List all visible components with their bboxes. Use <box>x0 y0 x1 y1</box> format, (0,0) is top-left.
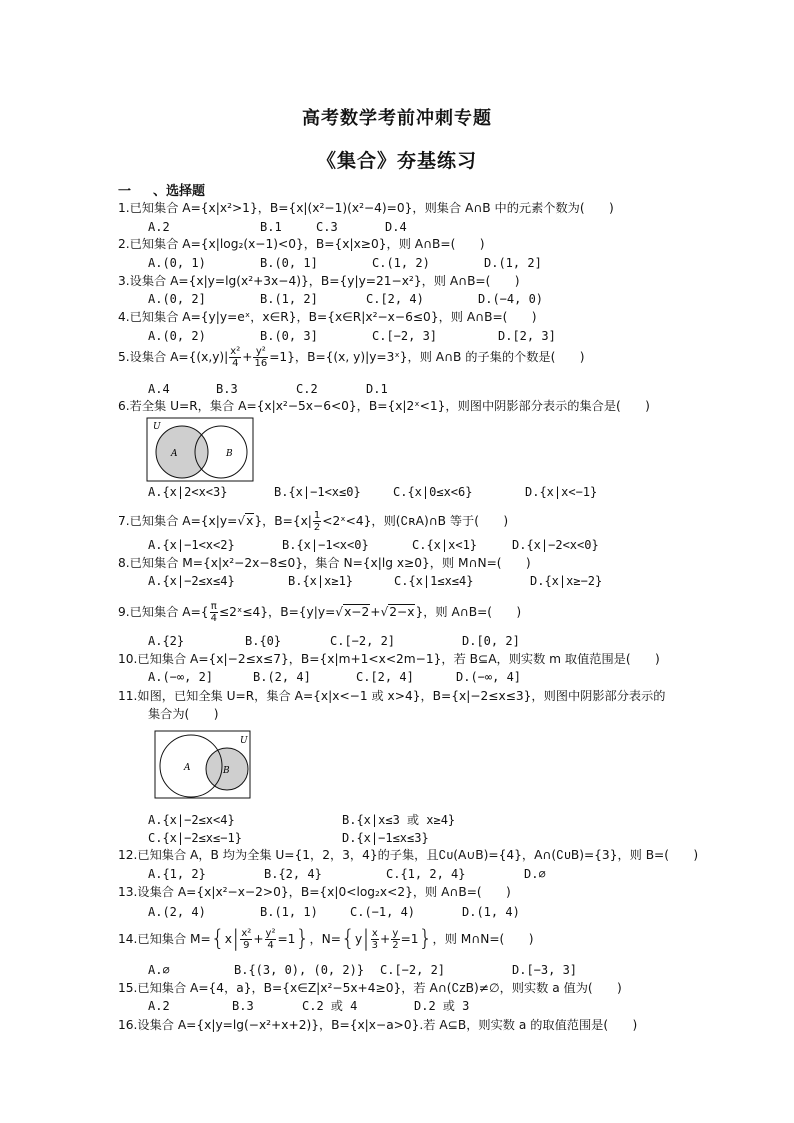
question-13: 13.设集合 A={x|x²−x−2>0}，B={x|0<log₂x<2}，则 A∩B=( ) <box>118 885 511 899</box>
q2-option-a: A.(0, 1) <box>148 256 206 270</box>
q3-option-a: A.(0, 2] <box>148 292 206 306</box>
q7-fraction <box>313 510 321 533</box>
q14-f1-num: x² <box>241 928 252 939</box>
q6-label-a: A <box>171 449 178 459</box>
question-16: 16.设集合 A={x|y=lg(−x²+x+2)}，B={x|x−a>0}.若 A⊆B，则实数 a 的取值范围是( ) <box>118 1018 638 1032</box>
q9-mid: ≤2ˣ≤4}，B={y|y= <box>218 605 336 619</box>
q7-sqrt-arg: x <box>246 514 254 528</box>
q5-option-d: D.1 <box>366 382 388 396</box>
section-heading <box>118 180 205 199</box>
q14-f3-num: x <box>371 928 378 939</box>
q14-option-a: A.∅ <box>148 963 170 977</box>
q15-option-b: B.3 <box>232 999 254 1013</box>
q14-f2-num: y² <box>265 928 276 939</box>
q5-option-c: C.2 <box>296 382 318 396</box>
q9-suffix: }，则 A∩B=( ) <box>415 605 522 619</box>
q12-option-d: D.∅ <box>524 867 546 881</box>
q5-option-a: A.4 <box>148 382 170 396</box>
q10-option-a: A.(−∞, 2] <box>148 670 214 684</box>
question-5 <box>118 346 585 369</box>
q5-fraction-y <box>253 346 268 369</box>
q1-option-c: C.3 <box>316 220 338 234</box>
q6-option-d: D.{x|x<−1} <box>525 485 598 499</box>
q11-label-u: U <box>240 736 248 746</box>
q9-option-a: A.{2} <box>148 634 185 648</box>
q7-suffix: <2ˣ<4}，则(∁ʀA)∩B 等于( ) <box>322 514 509 528</box>
q6-option-a: A.{x|2<x<3} <box>148 485 228 499</box>
q4-option-c: C.[−2, 3] <box>372 329 438 343</box>
q9-sqrt-arg-1: x−2 <box>344 605 370 619</box>
q3-option-c: C.[2, 4) <box>366 292 424 306</box>
q14-suffix: ，则 M∩N=( ) <box>432 932 534 946</box>
q8-option-a: A.{x|−2≤x≤4} <box>148 574 235 588</box>
q15-option-a: A.2 <box>148 999 170 1013</box>
q10-option-d: D.(−∞, 4] <box>456 670 522 684</box>
q9-option-c: C.[−2, 2] <box>330 634 396 648</box>
q10-option-b: B.(2, 4] <box>253 670 311 684</box>
q13-option-b: B.(1, 1) <box>260 905 318 919</box>
q9-option-b: B.{0} <box>245 634 282 648</box>
q13-option-d: D.(1, 4) <box>462 905 520 919</box>
q6-venn-diagram <box>146 417 256 483</box>
q11-venn-diagram <box>154 730 252 800</box>
q7-frac-den: 2 <box>313 522 321 533</box>
q11-option-b: B.{x|x≤3 或 x≥4} <box>342 813 456 827</box>
q3-option-b: B.(1, 2] <box>260 292 318 306</box>
q13-option-c: C.(−1, 4) <box>350 905 416 919</box>
q9-plus: + <box>370 605 381 619</box>
q2-option-b: B.(0, 1] <box>260 256 318 270</box>
q7-frac-num: 1 <box>313 510 321 521</box>
q7-sqrt-sign: √ <box>237 514 246 528</box>
q8-option-b: B.{x|x≥1} <box>288 574 354 588</box>
q6-option-b: B.{x|−1<x≤0} <box>274 485 361 499</box>
question-3: 3.设集合 A={x|y=lg(x²+3x−4)}，B={y|y=21−x²}，则 A∩B=( ) <box>118 274 520 288</box>
question-8: 8.已知集合 M={x|x²−2x−8≤0}，集合 N={x|lg x≥0}，则 M∩N=( ) <box>118 556 531 570</box>
q1-option-b: B.1 <box>260 220 282 234</box>
q14-mid: ，N= <box>309 932 341 946</box>
page-title: 高考数学考前冲刺专题 <box>302 108 492 129</box>
question-6: 6.若全集 U=R，集合 A={x|x²−5x−6<0}，B={x|2ˣ<1}，则图中阴影部分表示的集合是( ) <box>118 399 650 413</box>
q9-prefix: 9.已知集合 A={ <box>118 605 209 619</box>
question-14 <box>118 928 533 951</box>
q5-fraction-x <box>229 346 241 369</box>
q3-option-d: D.(−4, 0) <box>478 292 544 306</box>
q11-option-c: C.{x|−2≤x≤−1} <box>148 831 242 845</box>
q8-option-c: C.{x|1≤x≤4} <box>394 574 474 588</box>
q14-fraction-x3 <box>371 928 379 951</box>
q14-option-b: B.{(3, 0), (0, 2)} <box>234 963 365 977</box>
q5-plus: + <box>242 350 253 364</box>
q6-option-c: C.{x|0≤x<6} <box>393 485 473 499</box>
q6-label-u: U <box>153 422 161 432</box>
q14-option-c: C.[−2, 2] <box>380 963 446 977</box>
q9-sqrt-sign-1: √ <box>335 605 344 619</box>
question-1: 1.已知集合 A={x|x²>1}，B={x|(x²−1)(x²−4)=0}，则集合 A∩B 中的元素个数为( ) <box>118 201 614 215</box>
q14-brace-close-n: } <box>418 926 433 952</box>
q6-set-a-circle <box>156 426 208 478</box>
q11-option-d: D.{x|−1≤x≤3} <box>342 831 429 845</box>
q7-prefix: 7.已知集合 A={x|y= <box>118 514 238 528</box>
q14-plus-n: + <box>379 932 391 946</box>
question-10: 10.已知集合 A={x|−2≤x≤7}，B={x|m+1<x<2m−1}，若 B⊆A，则实数 m 取值范围是( ) <box>118 652 660 666</box>
q14-plus-m: + <box>253 932 264 946</box>
q1-option-a: A.2 <box>148 220 170 234</box>
section-label: 、选择题 <box>153 184 206 199</box>
q12-option-b: B.{2, 4} <box>264 867 322 881</box>
q14-f3-den: 3 <box>371 940 378 951</box>
q7-mid: }，B={x| <box>254 514 312 528</box>
q2-option-d: D.(1, 2] <box>484 256 542 270</box>
q7-option-d: D.{x|−2<x<0} <box>512 538 599 552</box>
q14-f4-num: y <box>392 928 399 939</box>
q15-option-c: C.2 或 4 <box>302 999 358 1013</box>
q9-frac-num: π <box>210 601 217 612</box>
q9-sqrt-arg-2: 2−x <box>389 605 415 619</box>
question-12: 12.已知集合 A，B 均为全集 U={1，2，3，4}的子集，且∁ᴜ(A∪B)={4}，A∩(∁ᴜB)={3}，则 B=( ) <box>118 848 699 862</box>
q14-prefix: 14.已知集合 M= <box>118 932 211 946</box>
q14-f4-den: 2 <box>392 940 399 951</box>
q14-brace-close-m: } <box>295 926 310 952</box>
question-15: 15.已知集合 A={4，a}，B={x∈Z|x²−5x+4≥0}，若 A∩(∁ᴢB)≠∅，则实数 a 值为( ) <box>118 981 622 995</box>
q5-frac-x-num: x² <box>230 346 241 357</box>
q9-sqrt-sign-2: √ <box>380 605 389 619</box>
q11-label-a: A <box>184 763 191 773</box>
question-7 <box>118 510 508 533</box>
question-11: 11.如图，已知全集 U=R，集合 A={x|x<−1 或 x>4}，B={x|−2≤x≤3}，则图中阴影部分表示的 <box>118 689 666 703</box>
q14-fraction-y3 <box>391 928 399 951</box>
q5-frac-x-den: 4 <box>232 358 239 369</box>
q4-option-a: A.(0, 2) <box>148 329 206 343</box>
question-4: 4.已知集合 A={y|y=eˣ，x∈R}，B={x∈R|x²−x−6≤0}，则 A∩B=( ) <box>118 310 537 324</box>
q11-label-b: B <box>223 766 230 776</box>
q14-option-d: D.[−3, 3] <box>512 963 578 977</box>
q14-fraction-x2 <box>240 928 252 951</box>
q5-frac-y-den: 16 <box>254 358 268 369</box>
q14-bar-n: | <box>362 926 370 952</box>
q9-frac-den: 4 <box>210 613 217 624</box>
q12-option-c: C.{1, 2, 4} <box>386 867 466 881</box>
q15-option-d: D.2 或 3 <box>414 999 470 1013</box>
q14-eq-m: =1 <box>277 932 296 946</box>
q5-option-b: B.3 <box>216 382 238 396</box>
q7-option-c: C.{x|x<1} <box>412 538 478 552</box>
q8-option-d: D.{x|x≥−2} <box>530 574 603 588</box>
q5-frac-y-num: y² <box>253 346 268 358</box>
q14-f2-den: 4 <box>267 940 274 951</box>
q11-option-a: A.{x|−2≤x<4} <box>148 813 235 827</box>
question-11-cont: 集合为( ) <box>148 707 219 721</box>
q6-label-b: B <box>226 449 233 459</box>
q14-brace-open-n: { <box>340 926 355 952</box>
question-2: 2.已知集合 A={x|log₂(x−1)<0}，B={x|x≥0}，则 A∩B=( ) <box>118 237 485 251</box>
q9-fraction <box>210 601 218 624</box>
q4-option-b: B.(0, 3] <box>260 329 318 343</box>
q12-option-a: A.{1, 2} <box>148 867 206 881</box>
q7-option-b: B.{x|−1<x<0} <box>282 538 369 552</box>
q14-fraction-y2 <box>265 928 277 951</box>
page-subtitle: 《集合》夯基练习 <box>316 150 477 172</box>
q1-option-d: D.4 <box>385 220 407 234</box>
q14-brace-open-m: { <box>210 926 225 952</box>
q14-bar-m: | <box>231 926 240 952</box>
q14-f1-den: 9 <box>243 940 250 951</box>
q5-suffix: =1}，B={(x, y)|y=3ˣ}，则 A∩B 的子集的个数是( ) <box>269 350 585 364</box>
section-number: 一 <box>118 184 132 199</box>
q9-option-d: D.[0, 2] <box>462 634 520 648</box>
question-9 <box>118 601 521 624</box>
q14-var-x: x <box>224 932 232 946</box>
q2-option-c: C.(1, 2) <box>372 256 430 270</box>
q7-option-a: A.{x|−1<x<2} <box>148 538 235 552</box>
q4-option-d: D.[2, 3] <box>498 329 556 343</box>
q10-option-c: C.[2, 4] <box>356 670 414 684</box>
q13-option-a: A.(2, 4) <box>148 905 206 919</box>
q5-prefix: 5.设集合 A={(x,y)| <box>118 350 229 364</box>
q14-eq-n: =1 <box>400 932 419 946</box>
q14-var-y: y <box>354 932 363 946</box>
